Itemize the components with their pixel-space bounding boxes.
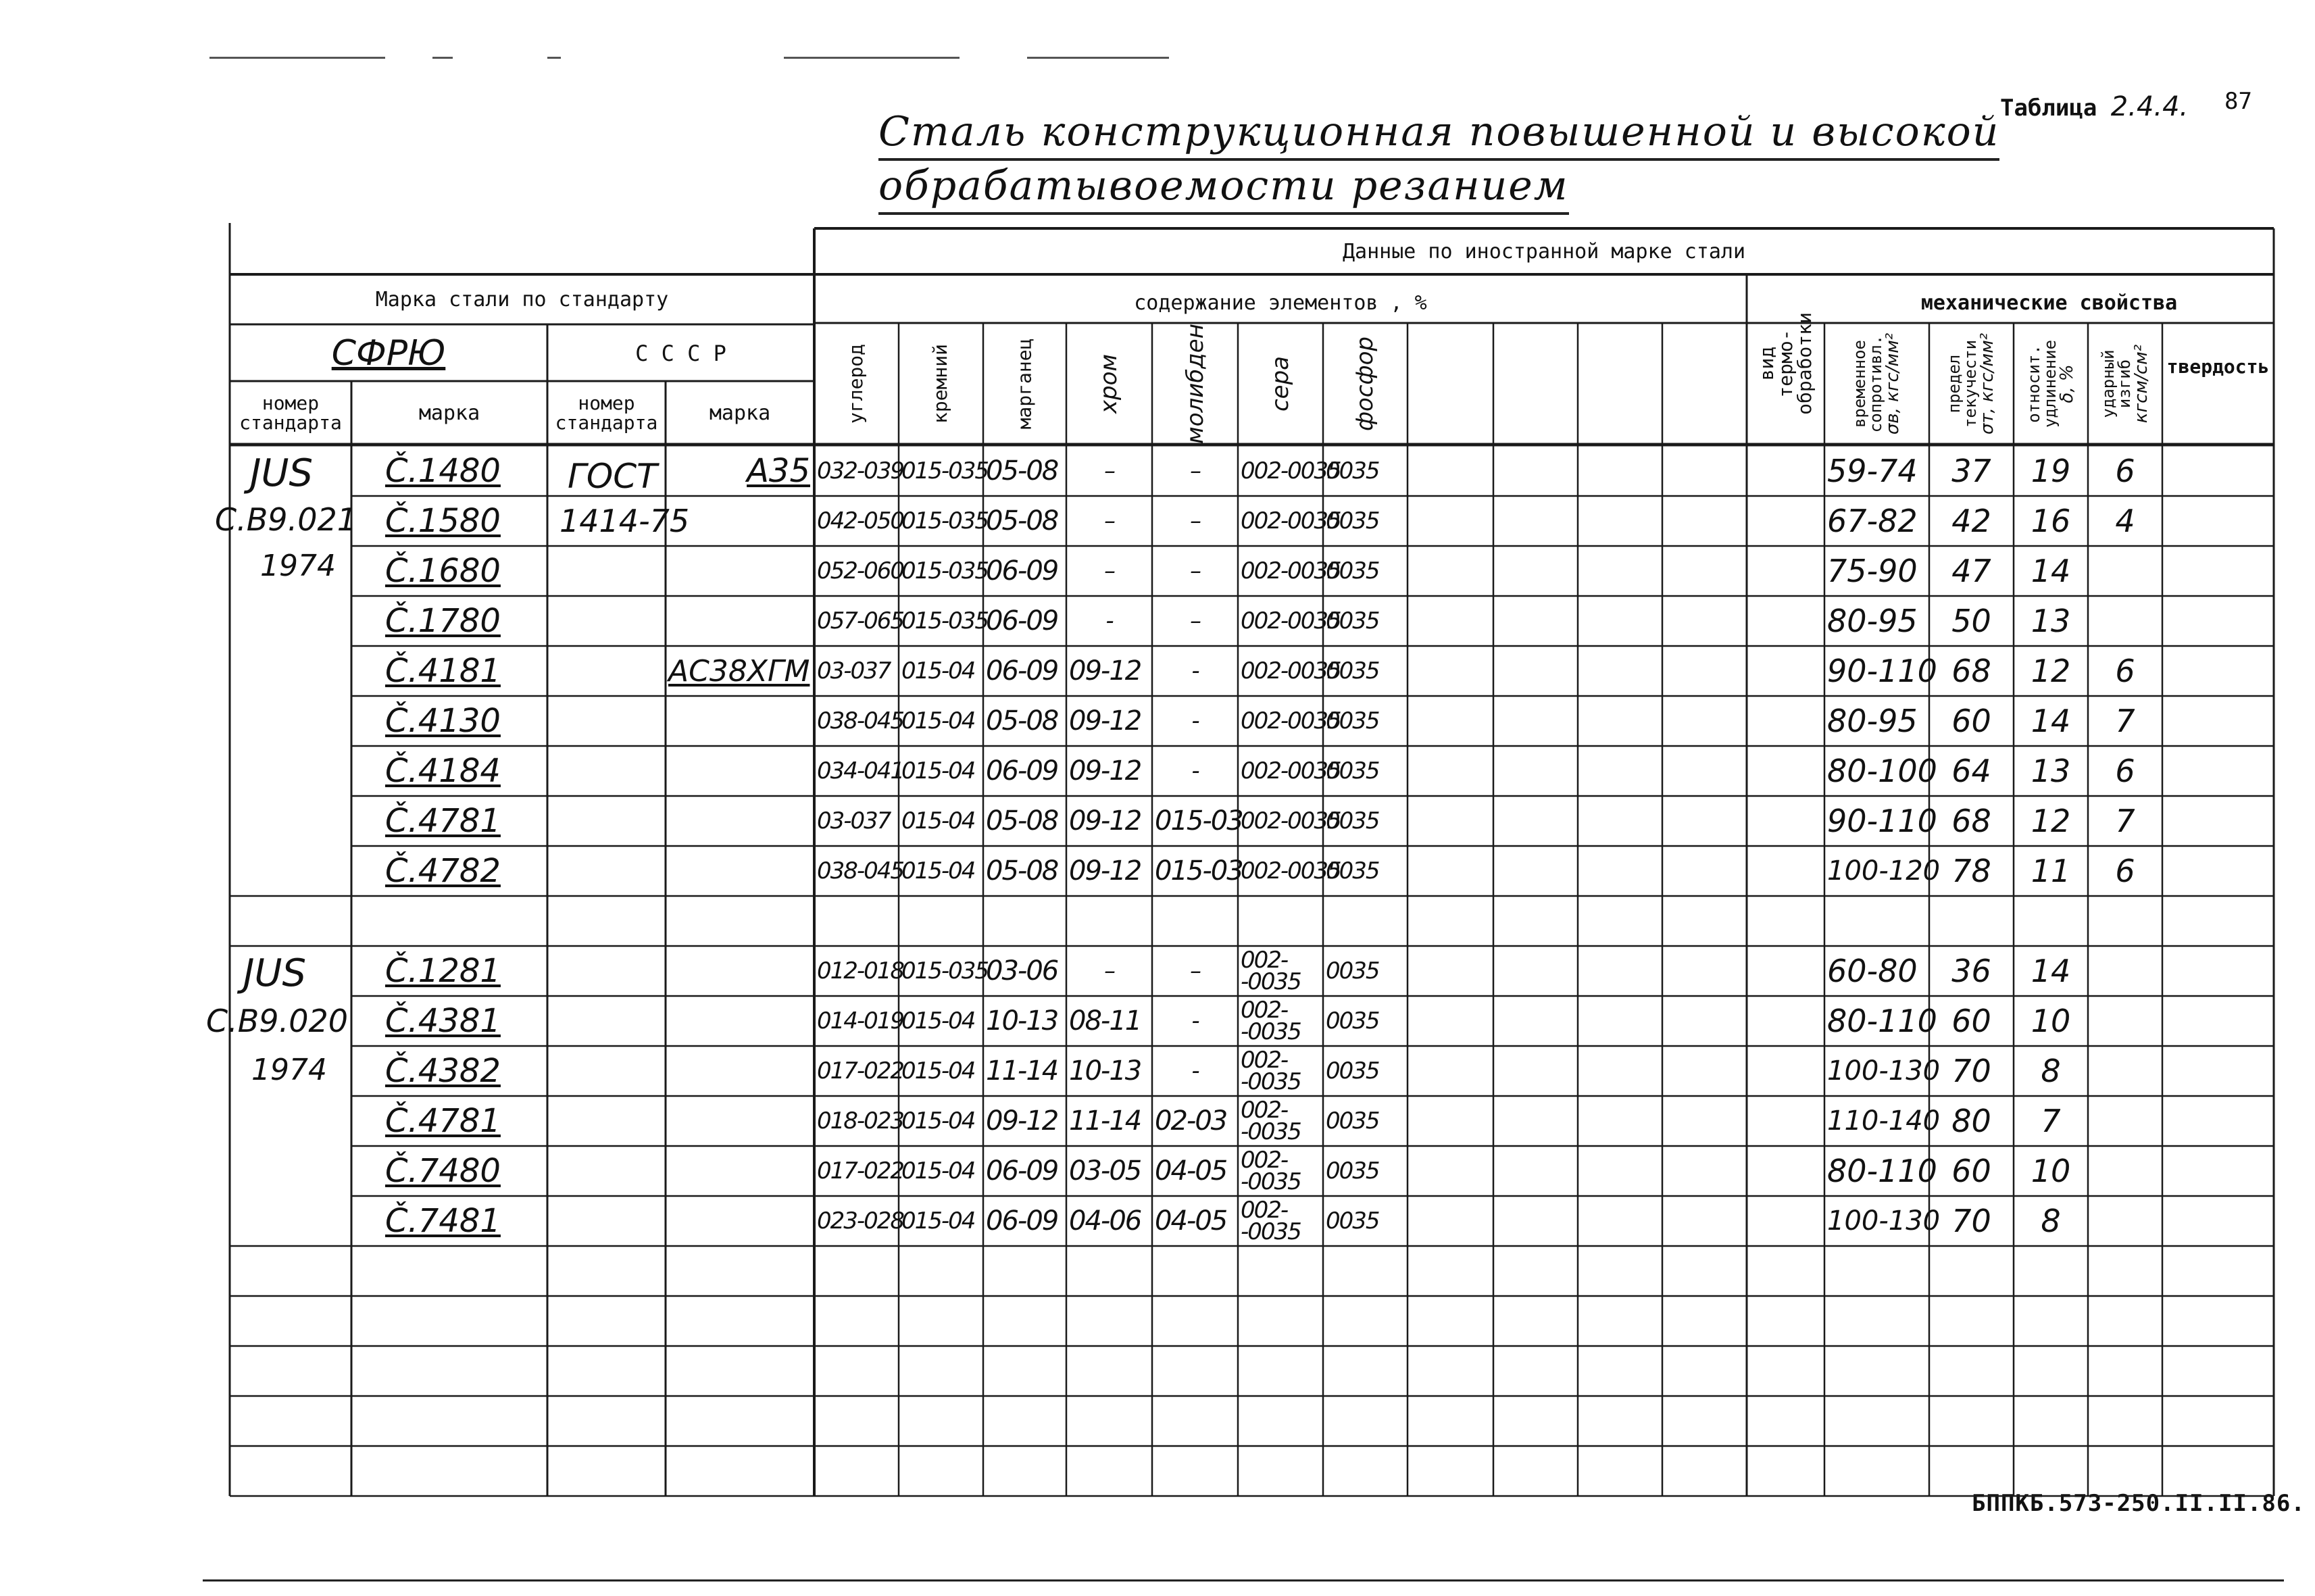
grade-cell: Č.4781 — [385, 1102, 501, 1140]
header-foreign-data: Данные по иностранной марке стали — [1342, 240, 1746, 264]
grade-cell: Č.4781 — [385, 802, 501, 840]
header-grade-ussr: марка — [709, 401, 771, 425]
composition-cell: 06-09 — [986, 555, 1058, 587]
group1-gost-line1: ГОСТ — [568, 457, 657, 496]
group1-standard-line2: C.B9.021 — [215, 501, 357, 538]
composition-part: 002- — [1241, 1196, 1288, 1224]
composition-cell: 002-0035 — [1241, 457, 1341, 484]
grade-cell: Č.1780 — [385, 602, 501, 640]
tensile-strength-cell: 80-110 — [1827, 1003, 1937, 1039]
table-label-text: Таблица — [2000, 95, 2097, 122]
composition-cell: 03-06 — [986, 955, 1058, 987]
grade-cell: Č.1580 — [385, 502, 501, 540]
composition-cell: 015-03 — [1155, 855, 1243, 887]
composition-cell: 002-0035 — [1241, 607, 1341, 634]
header-element-3 — [983, 326, 1066, 442]
composition-cell: 0035 — [1326, 657, 1379, 684]
composition-cell: 0035 — [1326, 707, 1379, 734]
composition-cell: 015-04 — [901, 1207, 975, 1235]
composition-part: 002- — [1241, 946, 1288, 974]
header-mech-text — [1947, 333, 1997, 434]
impact-cell: 6 — [2115, 453, 2135, 489]
composition-cell: 015-035 — [901, 457, 989, 484]
composition-cell: 0035 — [1326, 857, 1379, 884]
group1-standard-line1: JUS — [250, 451, 314, 495]
header-heat-treatment — [1747, 282, 1824, 445]
composition-cell: 023-028 — [817, 1207, 904, 1235]
composition-part: 002- — [1241, 1096, 1288, 1124]
composition-cell: 057-065 — [817, 607, 904, 634]
composition-cell: 0035 — [1326, 607, 1379, 634]
composition-cell — [1238, 996, 1326, 1046]
composition-part: 002- — [1241, 1046, 1288, 1074]
composition-cell — [1238, 1196, 1326, 1246]
composition-cell: 015-035 — [901, 557, 989, 584]
composition-cell: 0035 — [1326, 1157, 1379, 1184]
elongation-cell: 14 — [2031, 553, 2071, 589]
composition-cell: – — [1190, 557, 1200, 584]
header-mech-line: σв, кгс/мм² — [1883, 332, 1903, 435]
header-element-text: кремний — [929, 343, 952, 424]
composition-part: -0035 — [1241, 1118, 1301, 1145]
header-element-text: фосфор — [1351, 336, 1379, 432]
composition-cell: – — [1104, 507, 1114, 534]
impact-cell: 7 — [2115, 703, 2135, 739]
composition-cell: 09-12 — [1069, 805, 1141, 837]
tensile-strength-cell: 100-130 — [1827, 1055, 1941, 1087]
tensile-strength-cell: 59-74 — [1827, 453, 1918, 489]
yield-strength-cell: 68 — [1951, 803, 1991, 839]
composition-cell: 042-050 — [817, 507, 904, 534]
composition-cell: 0035 — [1326, 457, 1379, 484]
composition-cell: – — [1104, 457, 1114, 484]
composition-cell: 10-13 — [986, 1005, 1058, 1037]
header-std-number-ussr: номер стандарта — [555, 391, 658, 434]
composition-cell: 038-045 — [817, 707, 904, 734]
tensile-strength-cell: 80-110 — [1827, 1153, 1937, 1189]
tensile-strength-cell: 90-110 — [1827, 653, 1937, 689]
header-mech-line: временное — [1850, 339, 1870, 428]
composition-cell: 0035 — [1326, 1107, 1379, 1134]
header-element-4 — [1066, 326, 1152, 442]
composition-cell: 05-08 — [986, 505, 1058, 537]
group1-gost-line2: 1414-75 — [559, 503, 690, 539]
grade-cell: Č.1480 — [385, 452, 501, 490]
impact-cell: 6 — [2115, 853, 2135, 889]
composition-cell: 0035 — [1326, 507, 1379, 534]
elongation-cell: 13 — [2031, 753, 2071, 789]
composition-cell: 05-08 — [986, 855, 1058, 887]
composition-cell: 06-09 — [986, 755, 1058, 787]
composition-cell: 09-12 — [986, 1105, 1058, 1137]
composition-cell: 002-0035 — [1241, 807, 1341, 834]
header-mech-2 — [1929, 326, 2014, 442]
composition-cell: 015-04 — [901, 1107, 975, 1134]
header-mechanical: механические свойства — [1920, 291, 2178, 315]
composition-cell: 05-08 — [986, 705, 1058, 737]
header-hardness: твердость — [2166, 355, 2270, 378]
composition-cell: – — [1190, 957, 1200, 984]
grade-cell: Č.7480 — [385, 1152, 501, 1190]
elongation-cell: 10 — [2031, 1153, 2071, 1189]
yield-strength-cell: 47 — [1951, 553, 1991, 589]
composition-cell: 012-018 — [817, 957, 904, 984]
elongation-cell: 19 — [2031, 453, 2071, 489]
header-element-text: молибден — [1181, 324, 1209, 444]
composition-cell: 02-03 — [1155, 1105, 1227, 1137]
yield-strength-cell: 70 — [1951, 1053, 1991, 1089]
composition-cell: 034-041 — [817, 757, 904, 784]
composition-cell: 015-04 — [901, 857, 975, 884]
composition-cell: 015-035 — [901, 607, 989, 634]
composition-cell: 017-022 — [817, 1057, 904, 1084]
header-grade: марка — [418, 401, 480, 425]
composition-cell: - — [1191, 1007, 1199, 1034]
header-mech-1 — [1824, 326, 1929, 442]
composition-cell: 052-060 — [817, 557, 904, 584]
yield-strength-cell: 37 — [1951, 453, 1991, 489]
header-mech-line: ударный — [2099, 349, 2118, 418]
elongation-cell: 16 — [2031, 503, 2071, 539]
composition-cell: 015-04 — [901, 757, 975, 784]
composition-part: -0035 — [1241, 1068, 1301, 1095]
header-element-5 — [1152, 326, 1238, 442]
header-element-text: хром — [1095, 353, 1123, 414]
page-number: 87 — [2224, 88, 2252, 115]
composition-cell: 09-12 — [1069, 655, 1141, 687]
elongation-cell: 8 — [2041, 1203, 2061, 1239]
composition-cell: 015-04 — [901, 707, 975, 734]
tensile-strength-cell: 67-82 — [1827, 503, 1918, 539]
tensile-strength-cell: 60-80 — [1827, 953, 1918, 989]
composition-part: -0035 — [1241, 1218, 1301, 1245]
composition-cell: 032-039 — [817, 457, 904, 484]
composition-cell: 03-037 — [817, 657, 891, 684]
header-mech-line: σт, кгс/мм² — [1977, 332, 1998, 435]
composition-cell: 0035 — [1326, 757, 1379, 784]
composition-cell: - — [1191, 657, 1199, 684]
composition-cell: 017-022 — [817, 1157, 904, 1184]
elongation-cell: 12 — [2031, 653, 2071, 689]
composition-cell: 038-045 — [817, 857, 904, 884]
composition-cell: 08-11 — [1069, 1005, 1141, 1037]
composition-cell: 002-0035 — [1241, 657, 1341, 684]
composition-cell: 09-12 — [1069, 755, 1141, 787]
composition-cell: 04-06 — [1069, 1205, 1141, 1237]
header-mech-text — [2026, 340, 2076, 428]
elongation-cell: 7 — [2041, 1103, 2061, 1139]
elongation-cell: 12 — [2031, 803, 2071, 839]
composition-cell: 015-04 — [901, 1057, 975, 1084]
composition-cell: 11-14 — [986, 1055, 1058, 1087]
tensile-strength-cell: 80-95 — [1827, 703, 1918, 739]
ussr-grade-cell: АС38ХГМ — [668, 653, 810, 689]
yield-strength-cell: 70 — [1951, 1203, 1991, 1239]
composition-cell — [1238, 946, 1326, 996]
composition-cell: 015-03 — [1155, 805, 1243, 837]
composition-cell: 04-05 — [1155, 1205, 1227, 1237]
header-mech-line: сопротивл. — [1866, 334, 1886, 433]
grade-cell: Č.1281 — [385, 952, 501, 990]
grade-cell: Č.4130 — [385, 702, 501, 740]
yield-strength-cell: 78 — [1951, 853, 1991, 889]
impact-cell: 4 — [2115, 503, 2135, 539]
page-title: Сталь конструкционная повышенной и высокой — [878, 108, 1999, 161]
composition-part: -0035 — [1241, 1018, 1301, 1045]
composition-cell: 0035 — [1326, 957, 1379, 984]
composition-cell — [1238, 1046, 1326, 1096]
composition-cell: 03-037 — [817, 807, 891, 834]
group2-standard-line2: C.B9.020 — [206, 1003, 348, 1039]
composition-cell: 015-04 — [901, 1007, 975, 1034]
group2-standard-line1: JUS — [243, 951, 307, 995]
header-heat-treatment-text: вид термо- обработки — [1755, 312, 1816, 415]
impact-cell: 7 — [2115, 803, 2135, 839]
yield-strength-cell: 80 — [1951, 1103, 1991, 1139]
header-mech-line: относит. — [2024, 345, 2044, 423]
composition-cell: 0035 — [1326, 1057, 1379, 1084]
header-mech-text — [2100, 345, 2150, 423]
composition-cell: 09-12 — [1069, 705, 1141, 737]
header-element-text: сера — [1267, 355, 1294, 412]
composition-part: -0035 — [1241, 968, 1301, 995]
impact-cell: 6 — [2115, 653, 2135, 689]
composition-cell: 014-019 — [817, 1007, 904, 1034]
grade-cell: Č.4382 — [385, 1052, 501, 1090]
header-ussr: С С С Р — [635, 341, 726, 366]
header-mech-line: кгсм/см² — [2131, 344, 2151, 424]
yield-strength-cell: 60 — [1951, 1153, 1991, 1189]
tensile-strength-cell: 75-90 — [1827, 553, 1918, 589]
composition-cell: – — [1104, 957, 1114, 984]
composition-cell: 015-04 — [901, 1157, 975, 1184]
header-mech-4 — [2088, 326, 2162, 442]
yield-strength-cell: 60 — [1951, 1003, 1991, 1039]
header-mech-line: δ, % — [2057, 364, 2078, 403]
ussr-grade-cell: А35 — [747, 452, 810, 490]
header-element-1 — [814, 326, 899, 442]
composition-cell: 09-12 — [1069, 855, 1141, 887]
composition-cell: – — [1104, 557, 1114, 584]
header-element-7 — [1323, 326, 1408, 442]
header-element-text: марганец — [1013, 338, 1036, 430]
tensile-strength-cell: 100-120 — [1827, 855, 1941, 887]
composition-cell: 0035 — [1326, 1007, 1379, 1034]
composition-cell: 018-023 — [817, 1107, 904, 1134]
elongation-cell: 14 — [2031, 703, 2071, 739]
impact-cell: 6 — [2115, 753, 2135, 789]
composition-cell: 015-04 — [901, 807, 975, 834]
grade-cell: Č.4381 — [385, 1002, 501, 1040]
grade-cell: Č.4782 — [385, 852, 501, 890]
header-mech-line: удлинение — [2041, 339, 2060, 428]
tensile-strength-cell: 100-130 — [1827, 1205, 1941, 1237]
header-element-6 — [1238, 326, 1323, 442]
composition-cell — [1238, 1096, 1326, 1146]
composition-cell: 015-04 — [901, 657, 975, 684]
header-std-number: номер стандарта — [239, 391, 342, 434]
composition-cell: 0035 — [1326, 1207, 1379, 1235]
composition-cell: 002-0035 — [1241, 707, 1341, 734]
composition-cell: 002-0035 — [1241, 507, 1341, 534]
composition-cell: 0035 — [1326, 557, 1379, 584]
group1-standard-line3: 1974 — [260, 549, 336, 583]
document-code: БППКБ.573-250.II.II.86. — [1972, 1490, 2306, 1517]
header-composition: содержание элементов , % — [1134, 291, 1427, 315]
composition-cell: - — [1191, 757, 1199, 784]
composition-cell: 002-0035 — [1241, 757, 1341, 784]
yield-strength-cell: 60 — [1951, 703, 1991, 739]
composition-cell: 002-0035 — [1241, 557, 1341, 584]
composition-cell: - — [1105, 607, 1113, 634]
composition-cell: 06-09 — [986, 655, 1058, 687]
header-mech-line: текучести — [1961, 339, 1981, 428]
elongation-cell: 13 — [2031, 603, 2071, 639]
composition-cell: – — [1190, 507, 1200, 534]
composition-part: -0035 — [1241, 1168, 1301, 1195]
page-subtitle: обрабатывоемости резанием — [878, 162, 1569, 215]
composition-cell: 06-09 — [986, 1155, 1058, 1187]
elongation-cell: 11 — [2031, 853, 2071, 889]
composition-cell: 10-13 — [1069, 1055, 1141, 1087]
header-sfry: СФРЮ — [331, 333, 446, 374]
header-mech-3 — [2014, 326, 2088, 442]
composition-cell — [1238, 1146, 1326, 1196]
grade-cell: Č.4181 — [385, 652, 501, 690]
header-element-text: углерод — [845, 343, 868, 424]
tensile-strength-cell: 80-95 — [1827, 603, 1918, 639]
composition-part: 002- — [1241, 996, 1288, 1024]
composition-cell: 03-05 — [1069, 1155, 1141, 1187]
composition-cell: – — [1190, 457, 1200, 484]
composition-cell: 002-0035 — [1241, 857, 1341, 884]
yield-strength-cell: 68 — [1951, 653, 1991, 689]
composition-cell: 0035 — [1326, 807, 1379, 834]
grade-cell: Č.1680 — [385, 552, 501, 590]
elongation-cell: 8 — [2041, 1053, 2061, 1089]
composition-part: 002- — [1241, 1146, 1288, 1174]
tensile-strength-cell: 90-110 — [1827, 803, 1937, 839]
header-grade-by-standard: Марка стали по стандарту — [375, 287, 669, 311]
composition-cell: 11-14 — [1069, 1105, 1141, 1137]
header-mech-line: предел — [1945, 354, 1964, 414]
table-number: 2.4.4. — [2110, 91, 2189, 122]
header-mech-text — [1852, 333, 1902, 434]
grade-cell: Č.4184 — [385, 752, 501, 790]
composition-cell: - — [1191, 1057, 1199, 1084]
elongation-cell: 14 — [2031, 953, 2071, 989]
composition-cell: 04-05 — [1155, 1155, 1227, 1187]
composition-cell: 015-035 — [901, 957, 989, 984]
elongation-cell: 10 — [2031, 1003, 2071, 1039]
tensile-strength-cell: 80-100 — [1827, 753, 1937, 789]
yield-strength-cell: 64 — [1951, 753, 1991, 789]
composition-cell: 05-08 — [986, 455, 1058, 487]
composition-cell: 06-09 — [986, 605, 1058, 637]
tensile-strength-cell: 110-140 — [1827, 1105, 1941, 1137]
grade-cell: Č.7481 — [385, 1202, 501, 1240]
composition-cell: 06-09 — [986, 1205, 1058, 1237]
header-element-2 — [899, 326, 983, 442]
yield-strength-cell: 36 — [1951, 953, 1991, 989]
yield-strength-cell: 42 — [1951, 503, 1991, 539]
composition-cell: - — [1191, 707, 1199, 734]
group2-standard-line3: 1974 — [251, 1053, 327, 1087]
composition-cell: 05-08 — [986, 805, 1058, 837]
header-mech-line: изгиб — [2115, 359, 2134, 409]
composition-cell: 015-035 — [901, 507, 989, 534]
composition-cell: – — [1190, 607, 1200, 634]
yield-strength-cell: 50 — [1951, 603, 1991, 639]
